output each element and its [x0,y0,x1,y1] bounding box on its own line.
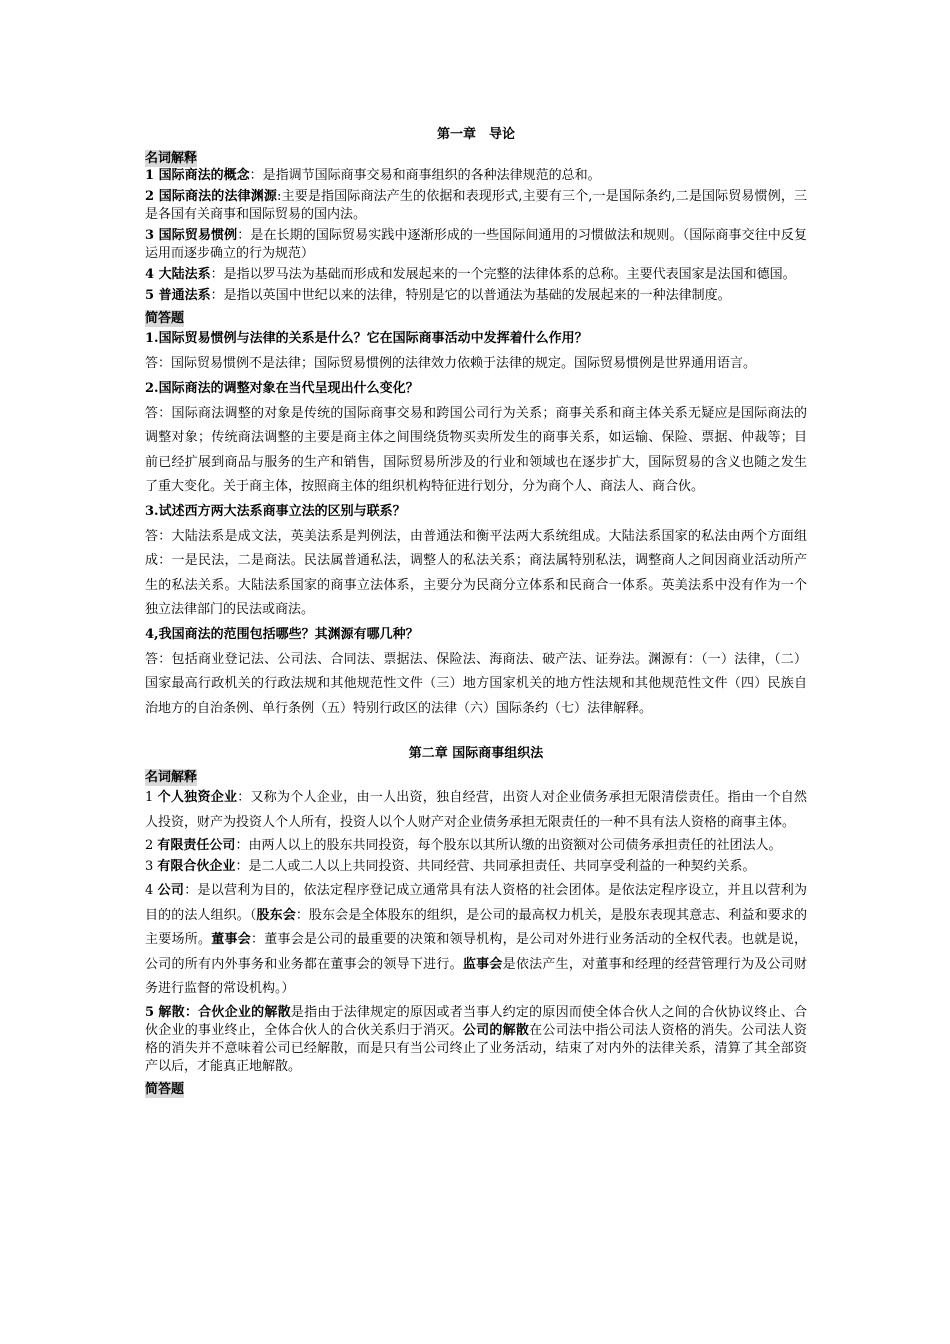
term-5: 5 普通法系：是指以英国中世纪以来的法律，特别是它的以普通法为基础的发展起来的一种法律制度。 [145,288,731,303]
term-2-4: 4 公司：是以营利为目的，依法定程序登记成立通常具有法人资格的社会团体。是依法定程序设立，并且以营利为目的的法人组织。（股东会：股东会是全体股东的组织，是公司的最高权力机关，是股东表现其意志、利益和要求的主要场所。董事会：董事会是公司的最重要的决策和领导机构，是公司对外进行业务活动的全权代表。也就是说，公司的所有内外事务和业务都在董事会的领导下进行。监事会是依法产生，对董事和经理的经营管理行为及公司财务进行监督的常设机构。） [145,883,807,996]
question-2: 2.国际商法的调整对象在当代呈现出什么变化？ [145,380,419,396]
section-terms-heading-2: 名词解释 [145,770,198,785]
answer-3: 答：大陆法系是成文法，英美法系是判例法，由普通法和衡平法两大系统组成。大陆法系国家的私法由两个方面组成：一是民法，二是商法。民法属普通私法，调整人的私法关系；商法属特别私法，调整商人之间因商业活动所产生的私法关系。大陆法系国家的商事立法体系，主要分为民商分立体系和民商合一体系。英美法系中没有作为一个独立法律部门的民法或商法。 [145,528,807,617]
chapter-1-title: 第一章 导论 [436,127,515,142]
section-qa-heading-2: 简答题 [145,1081,185,1097]
term-2-1: 1 个人独资企业：又称为个人企业，由一人出资，独自经营，出资人对企业债务承担无限清偿责任。指由一个自然人投资，财产为投资人个人所有，投资人以个人财产对企业债务承担无限责任的一种不具有法人资格的商事主体。 [145,790,807,830]
question-3: 3.试述西方两大法系商事立法的区别与联系？ [145,503,406,519]
term-1: 1 国际商法的概念：是指调节国际商事交易和商事组织的各种法律规范的总和。 [145,168,601,183]
answer-4: 答：包括商业登记法、公司法、合同法、票据法、保险法、海商法、破产法、证券法。渊源有：（一）法律，（二）国家最高行政机关的行政法规和其他规范性文件（三）地方国家机关的地方性法规和其他规范性文件（四）民族自治地方的自治条例、单行条例（五）特别行政区的法律（六）国际条约（七）法律解释。 [145,651,807,716]
answer-2: 答：国际商法调整的对象是传统的国际商事交易和跨国公司行为关系；商事关系和商主体关系无疑应是国际商法的调整对象；传统商法调整的主要是商主体之间围绕货物买卖所发生的商事关系，如运输、保险、票据、仲裁等；目前已经扩展到商品与服务的生产和销售，国际贸易所涉及的行业和领域也在逐步扩大，国际贸易的含义也随之发生了重大变化。关于商主体，按照商主体的组织机构特征进行划分，分为商个人、商法人、商合伙。 [145,405,807,494]
answer-1: 答：国际贸易惯例不是法律；国际贸易惯例的法律效力依赖于法律的规定。国际贸易惯例是世界通用语言。 [145,356,757,371]
section-qa-heading: 简答题 [145,311,185,326]
question-1: 1.国际贸易惯例与法律的关系是什么？它在国际商事活动中发挥着什么作用？ [145,331,588,346]
section-terms-heading: 名词解释 [145,151,198,166]
term-2-5: 5 解散：合伙企业的解散是指由于法律规定的原因或者当事人约定的原因而使全体合伙人之间的合伙协议终止、合伙企业的事业终止，全体合伙人的合伙关系归于消灭。公司的解散在公司法中指公司法人资格的消失。公司法人资格的消失并不意味着公司已经解散，而是只有当公司终止了业务活动，结束了对内外的法律关系，清算了其全部资产以后，才能真正地解散。 [145,1004,807,1074]
term-2-2: 2 有限责任公司：由两人以上的股东共同投资，每个股东以其所认缴的出资额对公司债务承担责任的社团法人。 [145,838,782,853]
document-page [145,126,807,1098]
term-2: 2 国际商法的法律渊源:主要是指国际商法产生的依据和表现形式,主要有三个,一是国际条约,二是国际贸易惯例，三是各国有关商事和国际贸易的国内法。 [145,189,807,222]
term-3: 3 国际贸易惯例：是在长期的国际贸易实践中逐渐形成的一些国际间通用的习惯做法和规则。（国际商事交往中反复运用而逐步确立的行为规范） [145,228,807,261]
chapter-2-title: 第二章 国际商事组织法 [408,746,544,761]
term-2-3: 3 有限合伙企业：是二人或二人以上共同投资、共同经营、共同承担责任、共同享受利益的一种契约关系。 [145,859,756,874]
term-4: 4 大陆法系：是指以罗马法为基础而形成和发展起来的一个完整的法律体系的总称。主要代表国家是法国和德国。 [145,267,796,282]
question-4: 4,我国商法的范围包括哪些？其渊源有哪几种？ [145,626,419,642]
